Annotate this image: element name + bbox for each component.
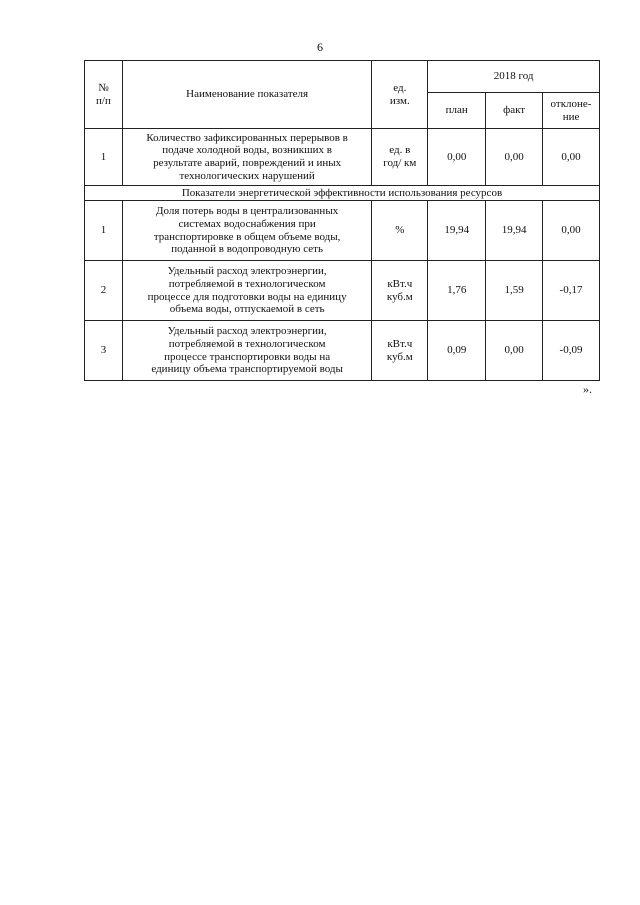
table-row: 1 Количество зафиксированных перерывов в подаче холодной воды, возникших в результате аварий, повреждений и иных технологических нарушений ед. в год/ км 0,00 0,00 0,00	[85, 129, 600, 186]
indicators-table	[84, 60, 600, 381]
header-year: 2018 год	[428, 61, 600, 93]
indicator-name: Удельный расход электроэнергии, потребляемой в технологическом процессе транспортировки воды на единицу объема транспортируемой воды	[122, 321, 371, 381]
header-deviation: отклоне- ние	[543, 93, 600, 129]
section-row	[85, 186, 600, 201]
section-title: Показатели энергетической эффективности использования ресурсов	[85, 186, 600, 201]
table-row: 1 Доля потерь воды в централизованных системах водоснабжения при транспортировке в общем объеме воды, поданной в водопроводную сеть % 19,94 19,94 0,00	[85, 201, 600, 261]
header-row-top	[85, 61, 600, 93]
indicator-name: Удельный расход электроэнергии, потребляемой в технологическом процессе для подготовки воды на единицу объема воды, отпускаемой в сеть	[122, 261, 371, 321]
indicator-name: Доля потерь воды в централизованных системах водоснабжения при транспортировке в общем объеме воды, поданной в водопроводную сеть	[122, 201, 371, 261]
header-fact: факт	[486, 93, 543, 129]
table-row: 2 Удельный расход электроэнергии, потребляемой в технологическом процессе для подготовки воды на единицу объема воды, отпускаемой в сеть кВт.ч куб.м 1,76 1,59 -0,17	[85, 261, 600, 321]
page-number: 6	[317, 40, 323, 54]
closing-quote: ».	[583, 382, 592, 396]
header-plan: план	[428, 93, 486, 129]
header-name: Наименование показателя	[122, 61, 371, 129]
indicator-name: Количество зафиксированных перерывов в подаче холодной воды, возникших в результате аварий, повреждений и иных технологических нарушений	[122, 129, 371, 186]
table-row: 3 Удельный расход электроэнергии, потребляемой в технологическом процессе транспортировки воды на единицу объема транспортируемой воды кВт.ч куб.м 0,09 0,00 -0,09	[85, 321, 600, 381]
header-unit: ед. изм.	[372, 61, 428, 129]
header-num: № п/п	[85, 61, 123, 129]
